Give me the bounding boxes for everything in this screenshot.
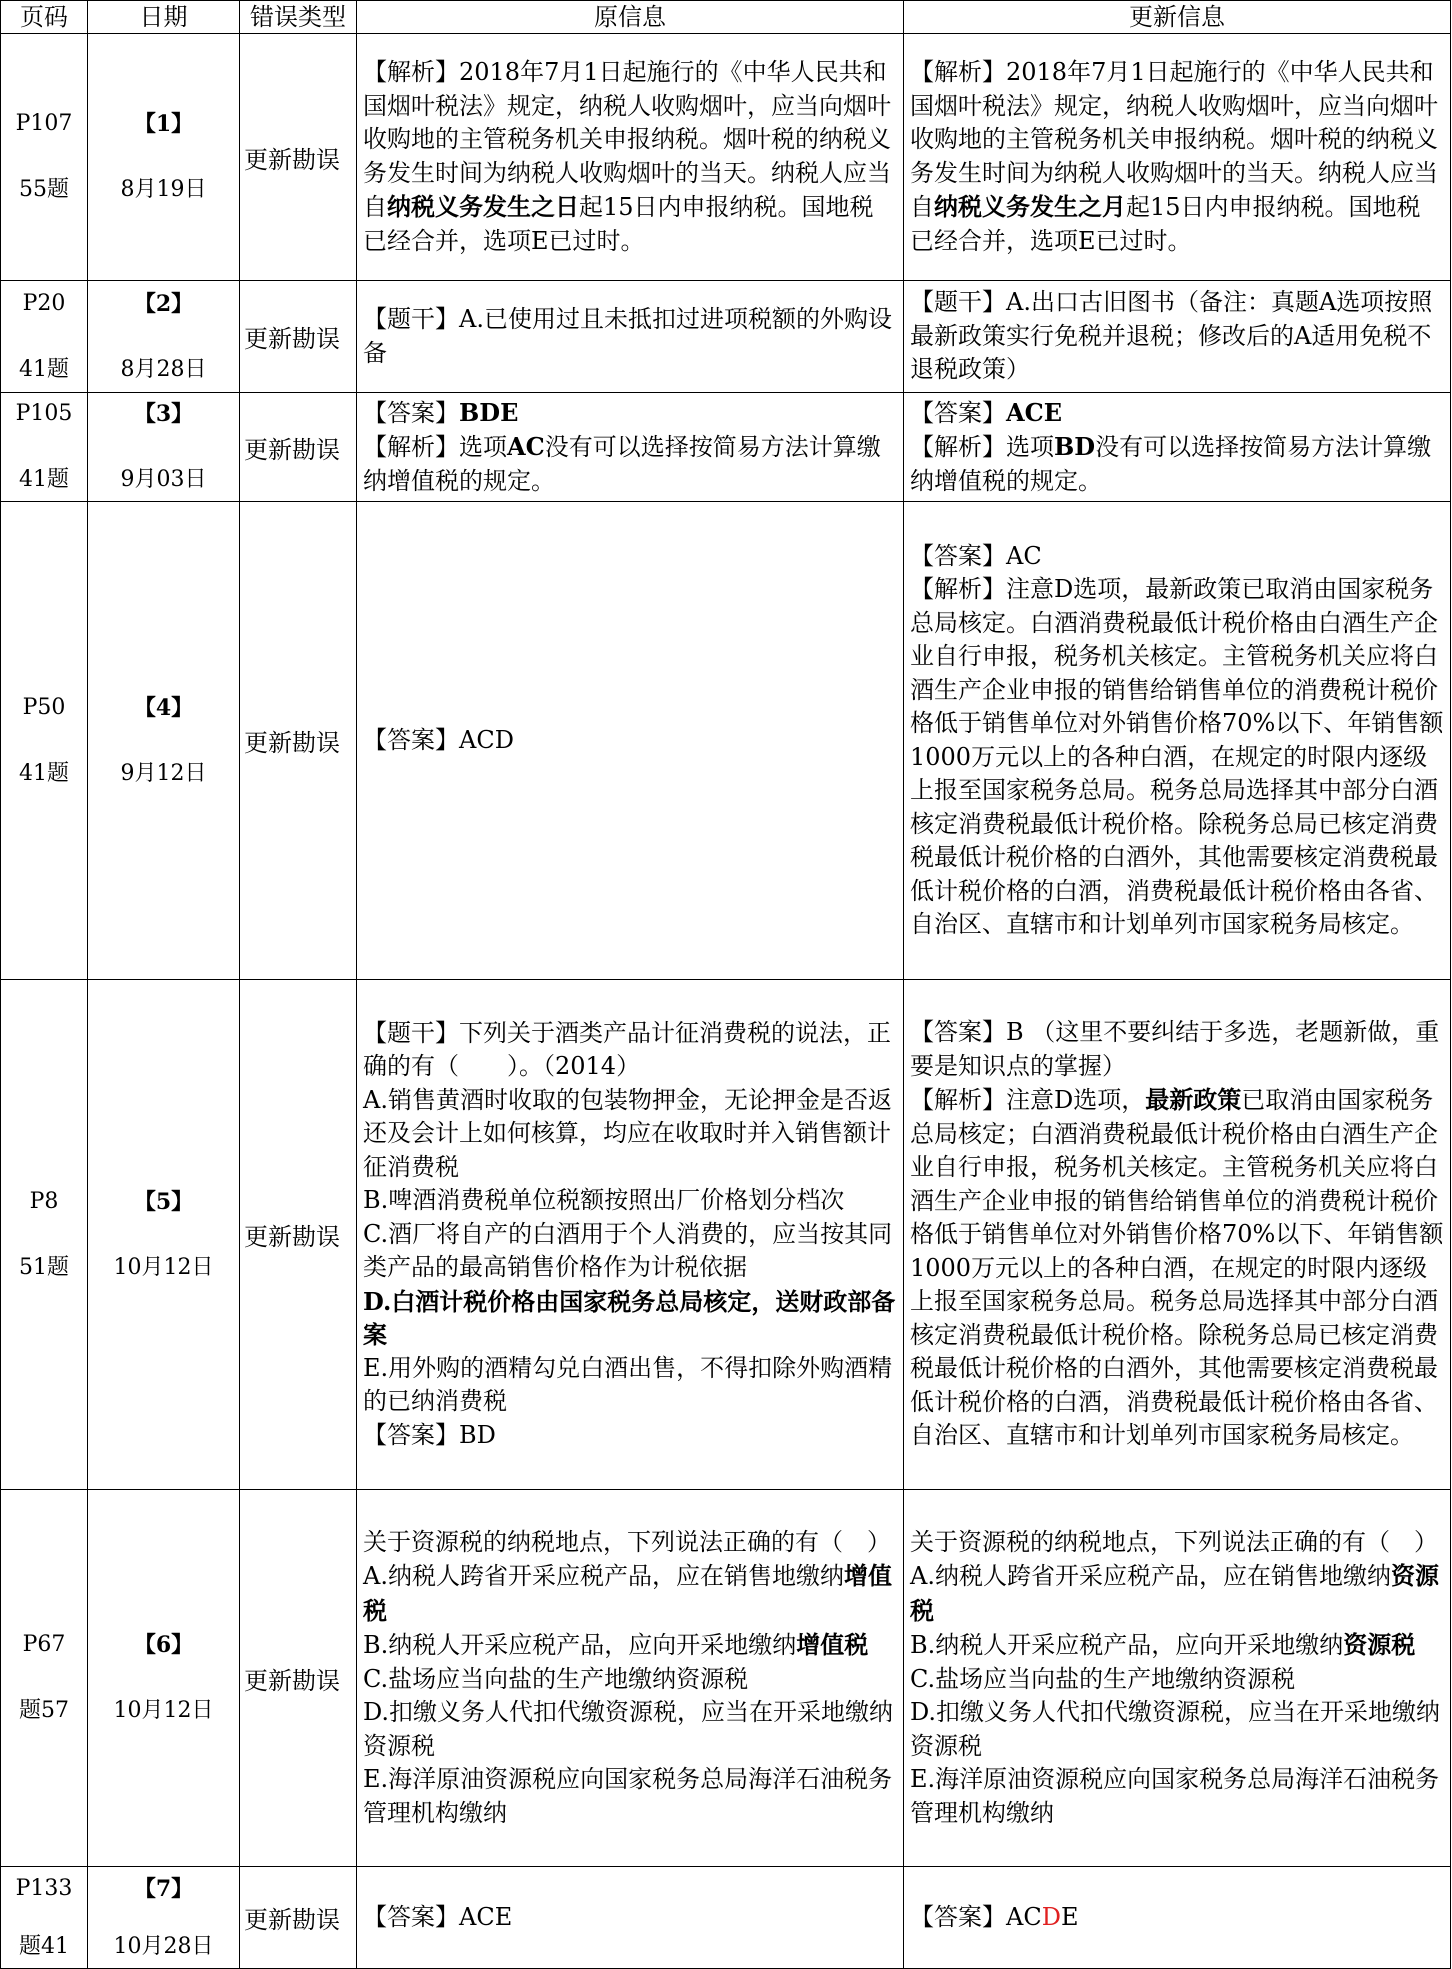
updated-info-cell (904, 502, 1451, 980)
error-type-cell: 更新勘误 (240, 1867, 357, 1969)
page-number: P67 (22, 1632, 66, 1657)
option-c: C.盐场应当向盐的生产地缴纳资源税 (363, 1664, 749, 1693)
header-original: 原信息 (357, 1, 904, 34)
date-cell (88, 281, 240, 393)
option-b: B.纳税人开采应税产品，应向开采地缴纳资源税 (910, 1630, 1416, 1660)
answer-highlight-red: D (1041, 1902, 1061, 1931)
question-number: 41题 (19, 467, 69, 492)
analysis-line: 【解析】注意D选项，最新政策已取消由国家税务总局核定。白酒消费税最低计税价格由白酒生产企业自行申报，税务机关核定。主管税务机关应将白酒生产企业申报的销售给销售单位的消费税计税价格低于销售单位对外销售价格70%以下、年销售额1000万元以上的各种白酒，在规定的时限内逐级上报至国家税务总局。税务总局选择其中部分白酒核定消费税最低计税价格。除税务总局已核定消费税最低计税价格的白酒外，其他需要核定消费税最低计税价格的白酒，消费税最低计税价格由各省、自治区、直辖市和计划单列市国家税务局核定。 (910, 575, 1444, 938)
option-e: E.海洋原油资源税应向国家税务总局海洋石油税务管理机构缴纳 (910, 1765, 1440, 1827)
error-type-cell: 更新勘误 (240, 502, 357, 980)
original-info-cell: 【答案】ACE (357, 1867, 904, 1969)
entry-number: 【2】 (133, 290, 194, 317)
header-updated: 更新信息 (904, 1, 1451, 34)
updated-highlight: 纳税义务发生之月 (934, 192, 1126, 221)
page-number: P50 (22, 694, 66, 720)
page-cell (1, 281, 88, 393)
page-cell (1, 1490, 88, 1867)
answer-value: ACE (459, 1902, 513, 1931)
table-row (1, 1490, 1451, 1867)
answer-line: 【答案】AC (910, 541, 1042, 570)
page-number: P133 (15, 1875, 73, 1901)
table-row (1, 1867, 1451, 1969)
option-a: A.纳税人跨省开采应税产品，应在销售地缴纳增值税 (363, 1561, 892, 1625)
entry-date: 10月28日 (113, 1933, 214, 1959)
updated-text: 起15日内申报纳税。国地税已经合并，选项E已过时。 (910, 193, 1421, 255)
question-number: 41题 (19, 356, 69, 382)
question-number: 51题 (19, 1254, 69, 1280)
table-row (1, 980, 1451, 1490)
date-cell (88, 393, 240, 502)
entry-date: 8月28日 (120, 356, 207, 382)
date-cell (88, 980, 240, 1490)
original-text: 【解析】2018年7月1日起施行的《中华人民共和国烟叶税法》规定，纳税人收购烟叶，应当向烟叶收购地的主管税务机关申报纳税。烟叶税的纳税义务发生时间为纳税人收购烟叶的当天。纳税人应当自 (363, 58, 891, 221)
page-number: P20 (22, 290, 66, 316)
error-type-cell: 更新勘误 (240, 1490, 357, 1867)
question-number: 41题 (19, 760, 69, 786)
entry-number: 【3】 (133, 401, 194, 427)
analysis-line: 【解析】注意D选项，最新政策已取消由国家税务总局核定；白酒消费税最低计税价格由白酒生产企业自行申报，税务机关核定。主管税务机关应将白酒生产企业申报的销售给销售单位的消费税计税价格低于销售单位对外销售价格70%以下、年销售额1000万元以上的各种白酒，在规定的时限内逐级上报至国家税务总局。税务总局选择其中部分白酒核定消费税最低计税价格。除税务总局已核定消费税最低计税价格的白酒外，其他需要核定消费税最低计税价格的白酒，消费税最低计税价格由各省、自治区、直辖市和计划单列市国家税务局核定。 (910, 1085, 1444, 1450)
updated-info-cell (904, 1490, 1451, 1867)
entry-date: 9月03日 (120, 467, 207, 492)
error-type-cell: 更新勘误 (240, 393, 357, 502)
date-cell (88, 502, 240, 980)
original-info-cell: 【题干】A.已使用过且未抵扣过进项税额的外购设备 (357, 281, 904, 393)
entry-date: 10月12日 (113, 1698, 214, 1723)
answer-value: BDE (459, 397, 519, 427)
entry-date: 8月19日 (120, 177, 207, 202)
option-d: D.扣缴义务人代扣代缴资源税，应当在开采地缴纳资源税 (910, 1698, 1441, 1760)
option-a: A.纳税人跨省开采应税产品，应在销售地缴纳资源税 (910, 1561, 1439, 1625)
original-info-cell: 【答案】ACD (357, 502, 904, 980)
original-info-cell (357, 1490, 904, 1867)
updated-info-cell: 【答案】ACDE (904, 1867, 1451, 1969)
analysis-options: AC (507, 432, 545, 462)
answer-line: 【答案】B （这里不要纠结于多选，老题新做，重要是知识点的掌握） (910, 1018, 1440, 1080)
page-number: P8 (29, 1188, 59, 1214)
original-highlight: 纳税义务发生之日 (387, 192, 579, 221)
question-stem: 关于资源税的纳税地点，下列说法正确的有（ ） (363, 1527, 891, 1556)
answer-line: 【答案】BD (363, 1420, 496, 1449)
option-c: C.酒厂将自产的白酒用于个人消费的，应当按其同类产品的最高销售价格作为计税依据 (363, 1219, 893, 1282)
option-a: A.销售黄酒时收取的包装物押金，无论押金是否返还及会计上如何核算，均应在收取时并入销售额计征消费税 (363, 1085, 892, 1181)
entry-number: 【6】 (133, 1632, 194, 1658)
option-c: C.盐场应当向盐的生产地缴纳资源税 (910, 1664, 1296, 1693)
answer-value: AC (1006, 1902, 1042, 1931)
option-b: B.纳税人开采应税产品，应向开采地缴纳增值税 (363, 1630, 869, 1660)
table-row (1, 502, 1451, 980)
page-number: P107 (15, 111, 73, 136)
updated-info-cell: 【题干】A.出口古旧图书（备注：真题A选项按照最新政策实行免税并退税；修改后的A适用免税不退税政策） (904, 281, 1451, 393)
entry-number: 【1】 (133, 111, 194, 137)
answer-value: E (1060, 1902, 1079, 1931)
question-stem: 【题干】下列关于酒类产品计征消费税的说法，正确的有（ ）。（2014） (363, 1018, 891, 1081)
header-page: 页码 (1, 1, 88, 34)
question-number: 题57 (19, 1698, 69, 1723)
analysis-options: BD (1054, 432, 1096, 462)
question-number: 题41 (19, 1933, 69, 1959)
question-stem: 关于资源税的纳税地点，下列说法正确的有（ ） (910, 1527, 1438, 1556)
updated-text: 【解析】2018年7月1日起施行的《中华人民共和国烟叶税法》规定，纳税人收购烟叶，应当向烟叶收购地的主管税务机关申报纳税。烟叶税的纳税义务发生时间为纳税人收购烟叶的当天。纳税人应当自 (910, 58, 1438, 221)
analysis-highlight: 最新政策 (1145, 1085, 1242, 1115)
table-row (1, 34, 1451, 281)
page-cell (1, 1867, 88, 1969)
date-cell (88, 1490, 240, 1867)
analysis-line: 【解析】选项BD没有可以选择按简易方法计算缴纳增值税的规定。 (910, 432, 1432, 495)
original-text: 起15日内申报纳税。国地税已经合并，选项E已过时。 (363, 193, 874, 255)
updated-info-cell (904, 393, 1451, 502)
answer-value: ACE (1006, 397, 1063, 427)
question-number: 55题 (19, 177, 69, 202)
page-cell (1, 34, 88, 281)
header-error-type: 错误类型 (240, 1, 357, 34)
answer-line: 【答案】ACE (910, 397, 1063, 427)
page-cell (1, 502, 88, 980)
option-e: E.海洋原油资源税应向国家税务总局海洋石油税务管理机构缴纳 (363, 1765, 893, 1827)
entry-number: 【5】 (133, 1188, 194, 1215)
option-e: E.用外购的酒精勾兑白酒出售，不得扣除外购酒精的已纳消费税 (363, 1353, 893, 1416)
option-b: B.啤酒消费税单位税额按照出厂价格划分档次 (363, 1186, 845, 1215)
date-cell (88, 1867, 240, 1969)
error-type-cell: 更新勘误 (240, 281, 357, 393)
header-date: 日期 (88, 1, 240, 34)
option-d: D.白酒计税价格由国家税务总局核定，送财政部备案 (363, 1286, 896, 1350)
entry-number: 【7】 (133, 1875, 194, 1902)
page-cell (1, 980, 88, 1490)
analysis-line: 【解析】选项AC没有可以选择按简易方法计算缴纳增值税的规定。 (363, 432, 881, 495)
option-d: D.扣缴义务人代扣代缴资源税，应当在开采地缴纳资源税 (363, 1698, 894, 1760)
entry-date: 9月12日 (120, 760, 207, 786)
original-info-cell (357, 980, 904, 1490)
original-info-cell (357, 393, 904, 502)
entry-number: 【4】 (133, 694, 194, 721)
header-row (1, 1, 1451, 34)
page-cell (1, 393, 88, 502)
answer-line: 【答案】BDE (363, 397, 519, 427)
updated-info-cell (904, 34, 1451, 281)
date-cell (88, 34, 240, 281)
error-type-cell: 更新勘误 (240, 34, 357, 281)
table-row (1, 281, 1451, 393)
updated-info-cell (904, 980, 1451, 1490)
original-info-cell (357, 34, 904, 281)
page-number: P105 (15, 401, 73, 426)
table-row (1, 393, 1451, 502)
entry-date: 10月12日 (113, 1254, 214, 1280)
error-type-cell: 更新勘误 (240, 980, 357, 1490)
